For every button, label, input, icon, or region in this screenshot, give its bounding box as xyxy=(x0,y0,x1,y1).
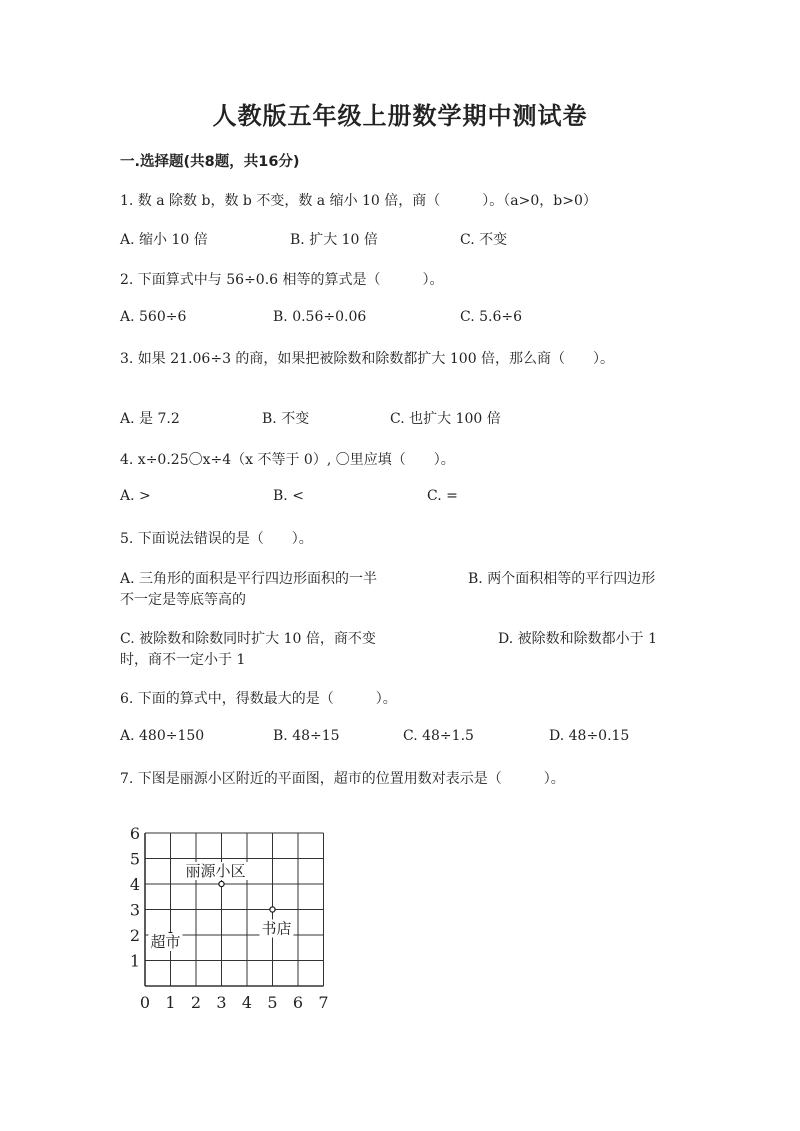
x-tick-label: 2 xyxy=(190,993,202,1012)
q6-option-a: A. 480÷150 xyxy=(120,728,205,744)
x-tick-label: 1 xyxy=(165,993,176,1012)
q3-option-c: C. 也扩大 100 倍 xyxy=(390,411,501,427)
q6-option-c: C. 48÷1.5 xyxy=(403,728,474,744)
section-heading: 一.选择题(共8题，共16分) xyxy=(120,154,300,170)
q1-option-c: C. 不变 xyxy=(460,232,508,248)
place-point xyxy=(270,907,275,912)
question-1: 1. 数 a 除数 b，数 b 不变，数 a 缩小 10 倍，商（ ）。（a>0，b>0） xyxy=(120,193,597,209)
y-tick-label: 3 xyxy=(129,900,141,920)
q6-option-b: B. 48÷15 xyxy=(273,728,340,744)
y-tick-label: 2 xyxy=(129,926,141,945)
coordinate-map xyxy=(118,815,348,1015)
q4-option-b: B. < xyxy=(273,488,304,504)
y-tick-label: 1 xyxy=(129,951,141,971)
coordinate-map-svg xyxy=(118,815,348,1015)
q5-option-b-continued: 不一定是等底等高的 xyxy=(120,592,246,608)
q4-option-a: A. > xyxy=(120,488,151,504)
q3-option-a: A. 是 7.2 xyxy=(120,411,180,427)
q5-option-d-continued: 时，商不一定小于 1 xyxy=(120,652,246,668)
q2-option-c: C. 5.6÷6 xyxy=(460,309,523,325)
question-3: 3. 如果 21.06÷3 的商，如果把被除数和除数都扩大 100 倍，那么商（ ）。 xyxy=(120,351,615,367)
q5-option-c: C. 被除数和除数同时扩大 10 倍，商不变 xyxy=(120,631,376,647)
question-7: 7. 下图是丽源小区附近的平面图，超市的位置用数对表示是（ ）。 xyxy=(120,771,565,787)
x-tick-label: 6 xyxy=(292,993,304,1012)
q5-option-b: B. 两个面积相等的平行四边形 xyxy=(468,571,656,587)
q1-option-a: A. 缩小 10 倍 xyxy=(120,232,208,248)
question-6: 6. 下面的算式中，得数最大的是（ ）。 xyxy=(120,691,397,707)
question-5: 5. 下面说法错误的是（ ）。 xyxy=(120,531,313,547)
q2-option-a: A. 560÷6 xyxy=(120,309,187,325)
y-tick-label: 6 xyxy=(129,824,141,843)
place-point xyxy=(219,881,224,886)
place-label: 丽源小区 xyxy=(185,862,246,880)
x-tick-label: 7 xyxy=(318,993,329,1012)
q3-option-b: B. 不变 xyxy=(262,411,310,427)
y-tick-label: 4 xyxy=(129,875,141,894)
y-tick-label: 5 xyxy=(129,849,141,869)
q1-option-b: B. 扩大 10 倍 xyxy=(290,232,378,248)
q5-option-a: A. 三角形的面积是平行四边形面积的一半 xyxy=(120,571,378,587)
q2-option-b: B. 0.56÷0.06 xyxy=(273,309,367,325)
q6-option-d: D. 48÷0.15 xyxy=(549,728,630,744)
place-label: 书店 xyxy=(261,919,292,938)
page-title: 人教版五年级上册数学期中测试卷 xyxy=(212,102,588,130)
x-tick-label: 3 xyxy=(216,993,227,1012)
q4-option-c: C. = xyxy=(427,488,458,504)
question-4: 4. x÷0.25〇x÷4（x 不等于 0）, 〇里应填（ ）。 xyxy=(120,452,455,468)
q5-option-d: D. 被除数和除数都小于 1 xyxy=(498,631,657,647)
place-label: 超市 xyxy=(150,933,181,951)
x-tick-label: 5 xyxy=(267,993,278,1012)
x-tick-label: 4 xyxy=(241,993,253,1012)
question-2: 2. 下面算式中与 56÷0.6 相等的算式是（ ）。 xyxy=(120,272,444,288)
x-tick-label: 0 xyxy=(139,993,151,1012)
